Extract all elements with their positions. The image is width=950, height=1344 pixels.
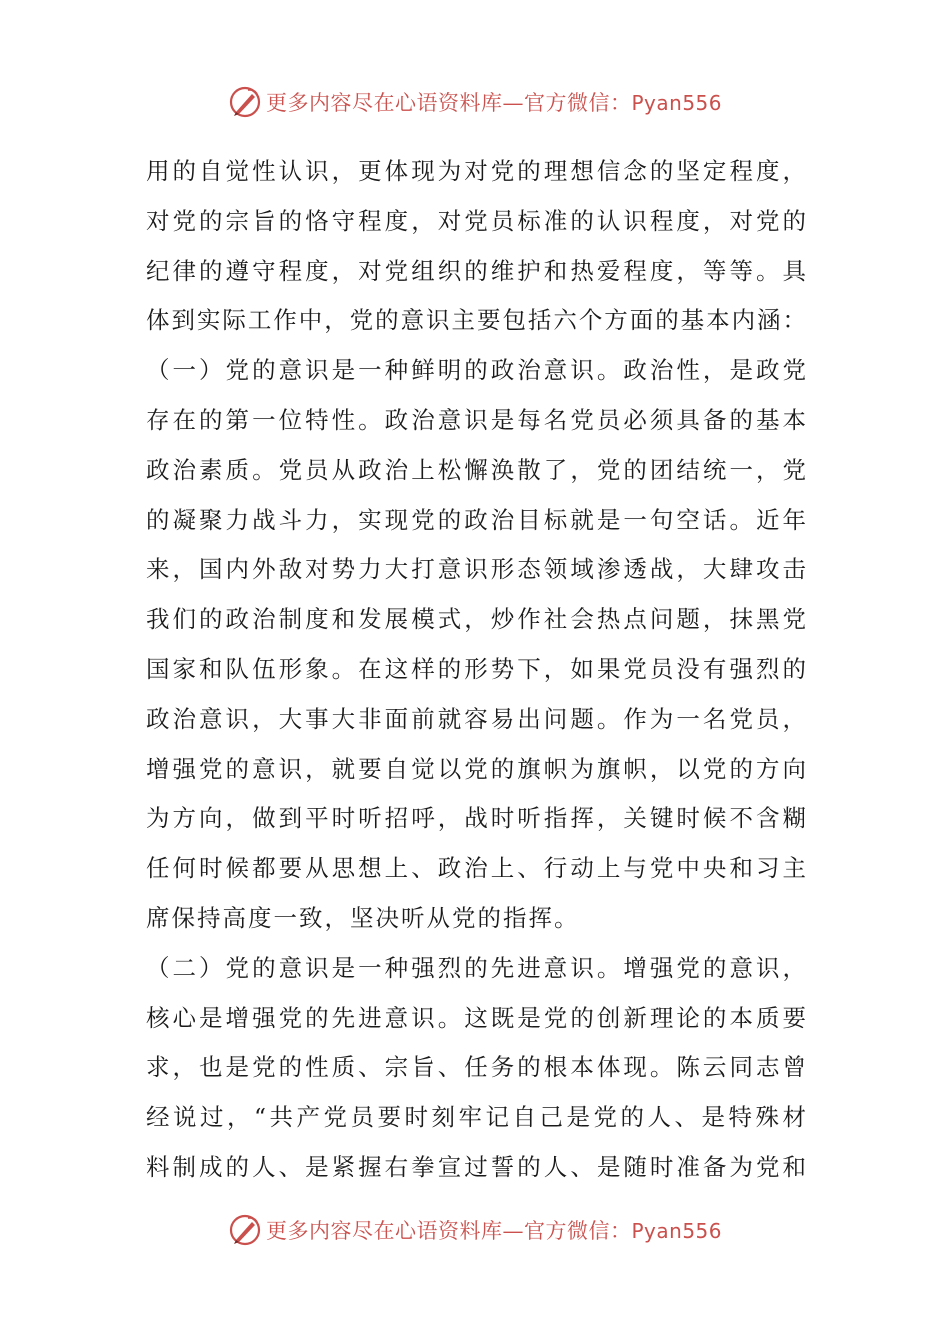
text-line: 政治意识，大事大非面前就容易出问题。作为一名党员， [146,704,806,733]
text-line: 国家和队伍形象。在这样的形势下，如果党员没有强烈的 [146,654,806,683]
text-line: 对党的宗旨的恪守程度，对党员标准的认识程度，对党的 [146,206,806,235]
text-line: 来，国内外敌对势力大打意识形态领域渗透战，大肆攻击 [146,555,806,584]
footer-banner [0,1208,950,1252]
text-line: 我们的政治制度和发展模式，炒作社会热点问题，抹黑党 [146,605,806,634]
text-line: 经说过，“共产党员要时刻牢记自己是党的人、是特殊材 [146,1103,806,1132]
document-body [146,147,806,1193]
text-line: 体到实际工作中，党的意识主要包括六个方面的基本内涵： [146,306,806,335]
text-line: 为方向，做到平时听招呼，战时听指挥，关键时候不含糊 [146,804,806,833]
text-line: 的凝聚力战斗力，实现党的政治目标就是一句空话。近年 [146,505,806,534]
text-line: 用的自觉性认识，更体现为对党的理想信念的坚定程度， [146,157,806,185]
pen-logo-icon [228,1213,262,1247]
text-line: 纪律的遵守程度，对党组织的维护和热爱程度，等等。具 [146,256,806,285]
text-line: （二）党的意识是一种强烈的先进意识。增强党的意识， [146,953,806,982]
text-line: 料制成的人、是紧握右拳宣过誓的人、是随时准备为党和 [146,1152,806,1181]
text-line: 增强党的意识，就要自觉以党的旗帜为旗帜，以党的方向 [146,754,806,783]
header-banner-text: 更多内容尽在心语资料库—官方微信：Pyan556 [265,91,722,115]
header-banner [0,80,950,124]
text-line: 政治素质。党员从政治上松懈涣散了，党的团结统一，党 [146,455,806,484]
text-line: 存在的第一位特性。政治意识是每名党员必须具备的基本 [146,405,806,434]
text-line: （一）党的意识是一种鲜明的政治意识。政治性，是政党 [146,356,806,385]
text-line: 任何时候都要从思想上、政治上、行动上与党中央和习主 [146,854,806,883]
text-line: 核心是增强党的先进意识。这既是党的创新理论的本质要 [146,1003,806,1032]
pen-logo-icon [228,85,262,119]
text-line: 求，也是党的性质、宗旨、任务的根本体现。陈云同志曾 [146,1053,806,1082]
footer-banner-text: 更多内容尽在心语资料库—官方微信：Pyan556 [265,1219,722,1243]
text-line: 席保持高度一致，坚决听从党的指挥。 [146,903,580,932]
